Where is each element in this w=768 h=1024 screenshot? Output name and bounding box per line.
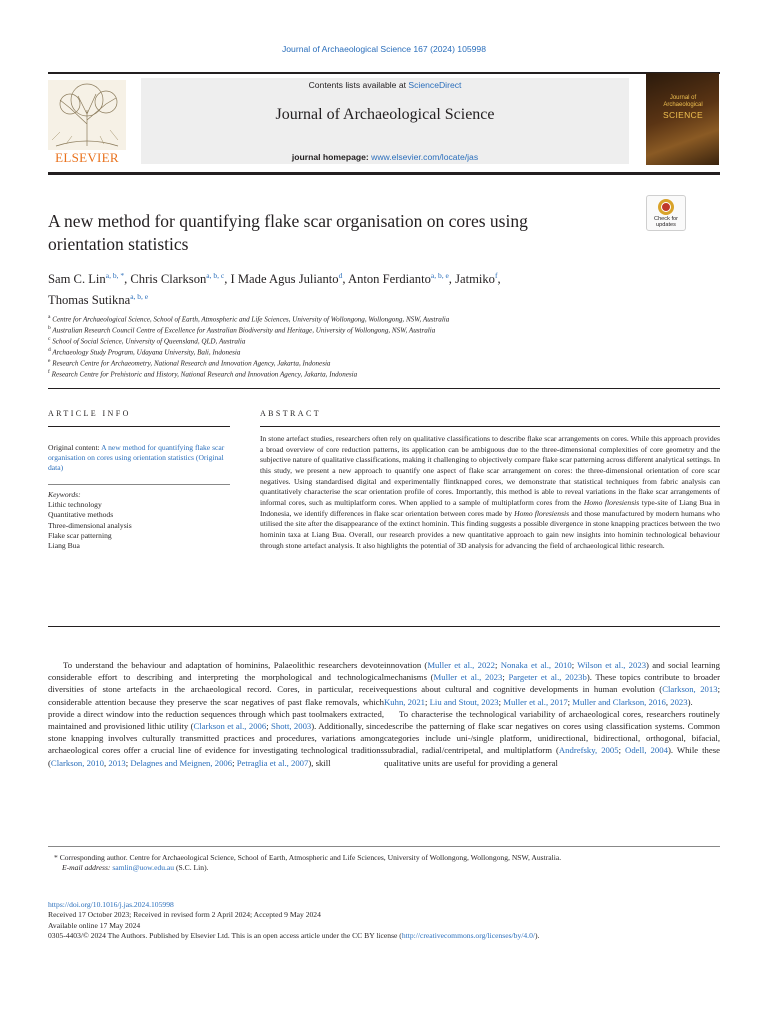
article-info-rule	[48, 426, 230, 427]
author: Chris Clarkson$^{a, b, c}$,	[130, 271, 231, 287]
journal-homepage-link[interactable]: www.elsevier.com/locate/jas	[371, 152, 479, 162]
citation-link[interactable]: Petraglia et al., 2007	[236, 757, 309, 768]
keyword: Lithic technology	[48, 500, 102, 510]
cover-science: SCIENCE	[663, 110, 703, 120]
citation-link[interactable]: Clarkson, 2013	[662, 684, 718, 695]
affiliation: $^d$ Archaeology Study Program, Udayana University, Bali, Indonesia	[48, 347, 241, 357]
keywords-label: Keywords:	[48, 490, 81, 499]
citation-link[interactable]: Liu and Stout, 2023	[429, 696, 499, 707]
cover-journal-of: Journal of	[669, 95, 697, 101]
affiliation: $^c$ School of Social Science, University of Queensland, QLD, Australia	[48, 336, 246, 346]
citation-link[interactable]: Clarkson et al., 2006	[193, 721, 267, 732]
article-title: A new method for quantifying flake scar organisation on cores using orientation statistics	[48, 211, 528, 254]
keyword: Quantitative methods	[48, 510, 114, 520]
affiliation: $^a$ Centre for Archaeological Science, School of Earth, Atmospheric and Life Sciences, University of Wollongong, Wollongong, NSW, Australia	[48, 314, 450, 324]
author: I Made Agus Julianto$^d$,	[230, 271, 348, 287]
citation-link[interactable]: Andrefsky, 2005	[558, 745, 619, 756]
abstract-text: In stone artefact studies, researchers often rely on qualitative classifications to describe flake scar arrangements on cores. While this approach provides a broad overview of core reduction patterns, its application can be ambiguous due to the three-dimensional complexities of core geometry and the subjective nature of qualitative classifications, making it challenging to objectively compare flake scar patterning across different analytical settings. In this study, we present a new approach to quantify one aspect of flake scar arrangement on cores: the three-dimensional orientation of core scar negatives. Using standardised digital and experimentally flintknapped cores, we demonstrate that statistical techniques from fabric analysis can quantitatively characterise the scar orientation profile of cores. Importantly, this method is able to reveal variations in the flake scar arrangements of informal cores, such as multiplatform cores. When applied to a sample of multiplatform cores from the Homo floresiensis type-site of Liang Bua in Indonesia, we identify differences in flake scar orientation between cores made by Homo floresiensis and those manufactured by modern humans who utilised the site after the disappearance of the extinct hominin. This finding suggests a possible divergence in stone knapping practices between the two hominin taxa at Liang Bua. Overall, our research provides a new quantitative approach to gain new insights into hominin technological behaviour through stone artefact analysis. It also highlights the potential of 3D analysis for advancing the field of archaeological lithic research.	[260, 434, 720, 550]
citation-link[interactable]: 2023	[670, 696, 688, 707]
running-head[interactable]: Journal of Archaeological Science 167 (2024) 105998	[281, 44, 486, 54]
journal-title: Journal of Archaeological Science	[275, 106, 495, 123]
citation-link[interactable]: Kuhn, 2021	[384, 696, 426, 707]
license-link[interactable]: http://creativecommons.org/licenses/by/4.0/	[401, 930, 535, 940]
article-info-heading: ARTICLE INFO	[48, 409, 131, 418]
author: Sam C. Lin$^{a, b, *}$,	[48, 271, 131, 287]
citation-link[interactable]: Muller et al., 2022	[427, 660, 495, 670]
publication-info	[48, 900, 728, 941]
affiliation: $^f$ Research Centre for Prehistoric and History, National Research and Innovation Agency, Jakarta, Indonesia	[48, 369, 358, 379]
keyword: Liang Bua	[48, 541, 80, 551]
citation-link[interactable]: Wilson et al., 2023	[577, 660, 647, 670]
elsevier-wordmark: ELSEVIER	[55, 150, 119, 165]
cover-archaeological: Archaeological	[663, 102, 703, 108]
author: Jatmiko$^f$,	[455, 271, 501, 287]
affiliation: $^b$ Australian Research Council Centre of Excellence for Australian Biodiversity and Heritage, University of Wollongong, NSW, Australia	[48, 325, 436, 335]
affiliation: $^e$ Research Centre for Archaeometry, National Research and Innovation Agency, Jakarta, Indonesia	[48, 358, 331, 368]
citation-link[interactable]: Clarkson, 2010	[50, 757, 104, 768]
citation-link[interactable]: Muller et al., 2017	[503, 696, 568, 707]
footnote-block	[48, 853, 720, 874]
author: Thomas Sutikna$^{a, b, e}$	[48, 292, 149, 308]
section-rule	[48, 388, 720, 389]
citation-link[interactable]: Odell, 2004	[625, 745, 668, 756]
citation-link[interactable]: 2013	[108, 757, 126, 768]
keyword: Flake scar patterning	[48, 530, 112, 540]
citation-link[interactable]: Delagnes and Meignen, 2006	[130, 757, 233, 768]
citation-link[interactable]: Muller and Clarkson, 2016	[572, 696, 666, 707]
received-dates: Received 17 October 2023; Received in revised form 2 April 2024; Accepted 9 May 2024	[48, 910, 321, 920]
license-line: 0305-4403/© 2024 The Authors. Published by Elsevier Ltd. This is an open access article under the CC BY license (http://creativecommons.org/licenses/by/4.0/).	[48, 930, 540, 940]
contents-available-line: Contents lists available at ScienceDirect	[308, 80, 462, 90]
author: Anton Ferdianto$^{a, b, e}$,	[347, 271, 456, 287]
citation-link[interactable]: Pargeter et al., 2023b	[508, 672, 587, 683]
citation-link[interactable]: Nonaka et al., 2010	[500, 660, 572, 670]
body-paragraph: To understand the behaviour and adaptation of hominins, Palaeolithic researchers devote considerable effort to describing and interpreting the morphological and technological diversities of stone artefacts in the archaeological record. Cores, in particular, receive considerable attention because they preserve the scar negatives of past flake removals, which provide a direct window into the reduction sequences through which past toolmakers extracted, maintained and provisioned lithic utility (Clarkson et al., 2006; Shott, 2003). Additionally, since stone knapping involves culturally transmitted practices and procedures, variations among archaeological cores offer a crucial line of evidence for investigating technological traditions (Clarkson, 2010, 2013; Delagnes and Meignen, 2006; Petraglia et al., 2007), skill	[48, 660, 384, 768]
doi-link[interactable]: https://doi.org/10.1016/j.jas.2024.105998	[48, 900, 174, 909]
check-for-updates-button[interactable]	[646, 195, 686, 231]
email-line: E-mail address: samlin@uow.edu.au (S.C. Lin).	[62, 863, 209, 873]
keyword: Three-dimensional analysis	[48, 520, 132, 530]
keywords-block	[48, 490, 228, 551]
body-paragraph: innovation (Muller et al., 2022; Nonaka et al., 2010; Wilson et al., 2023) and social learning mechanisms (Muller et al., 2023; Pargeter et al., 2023b). These topics contribute to broader questions about cultural and cognitive developments in human evolution (Clarkson, 2013; Kuhn, 2021; Liu and Stout, 2023; Muller et al., 2017; Muller and Clarkson, 2016, 2023).	[384, 660, 721, 707]
available-online: Available online 17 May 2024	[48, 920, 141, 930]
body-column-right	[384, 659, 720, 769]
corresponding-author-note: * Corresponding author. Centre for Archaeological Science, School of Earth, Atmospheric and Life Sciences, University of Wollongong, Wollongong, NSW, Australia.	[54, 853, 562, 862]
original-content-note: Original content: A new method for quantifying flake scar organisation on cores using orientation statistics (Original data)	[48, 443, 225, 473]
author-list	[48, 267, 648, 309]
check-updates-icon	[658, 199, 674, 215]
abstract-rule	[260, 426, 720, 427]
masthead-top-rule	[48, 72, 720, 74]
original-content-link[interactable]: A new method for quantifying flake scar organisation on cores using orientation statistics (Original data)	[48, 443, 225, 473]
footnote-rule	[48, 846, 720, 847]
abstract-bottom-rule	[48, 626, 720, 627]
citation-link[interactable]: Muller et al., 2023	[433, 672, 503, 683]
elsevier-tree-logo	[48, 80, 126, 150]
citation-link[interactable]: Shott, 2003	[271, 721, 312, 732]
body-column-left	[48, 659, 384, 769]
body-paragraph: To characterise the technological variability of archaeological cores, researchers routinely describe the patterning of flake scar negatives on cores using classification systems. Common categories include uni-/single platform, unidirectional, bidirectional, orthogonal, bifacial, subradial, radial/centripetal, and multiplatform (Andrefsky, 2005; Odell, 2004). While these qualitative units are useful for providing a general	[384, 708, 720, 768]
check-updates-label: Check for updates	[654, 216, 678, 228]
journal-homepage-line: journal homepage: www.elsevier.com/locate/jas	[291, 152, 479, 162]
keywords-rule	[48, 484, 230, 485]
sciencedirect-link[interactable]: ScienceDirect	[408, 80, 462, 90]
email-link[interactable]: samlin@uow.edu.au	[112, 863, 175, 873]
abstract-heading: ABSTRACT	[260, 409, 321, 418]
masthead-bottom-rule	[48, 172, 720, 175]
